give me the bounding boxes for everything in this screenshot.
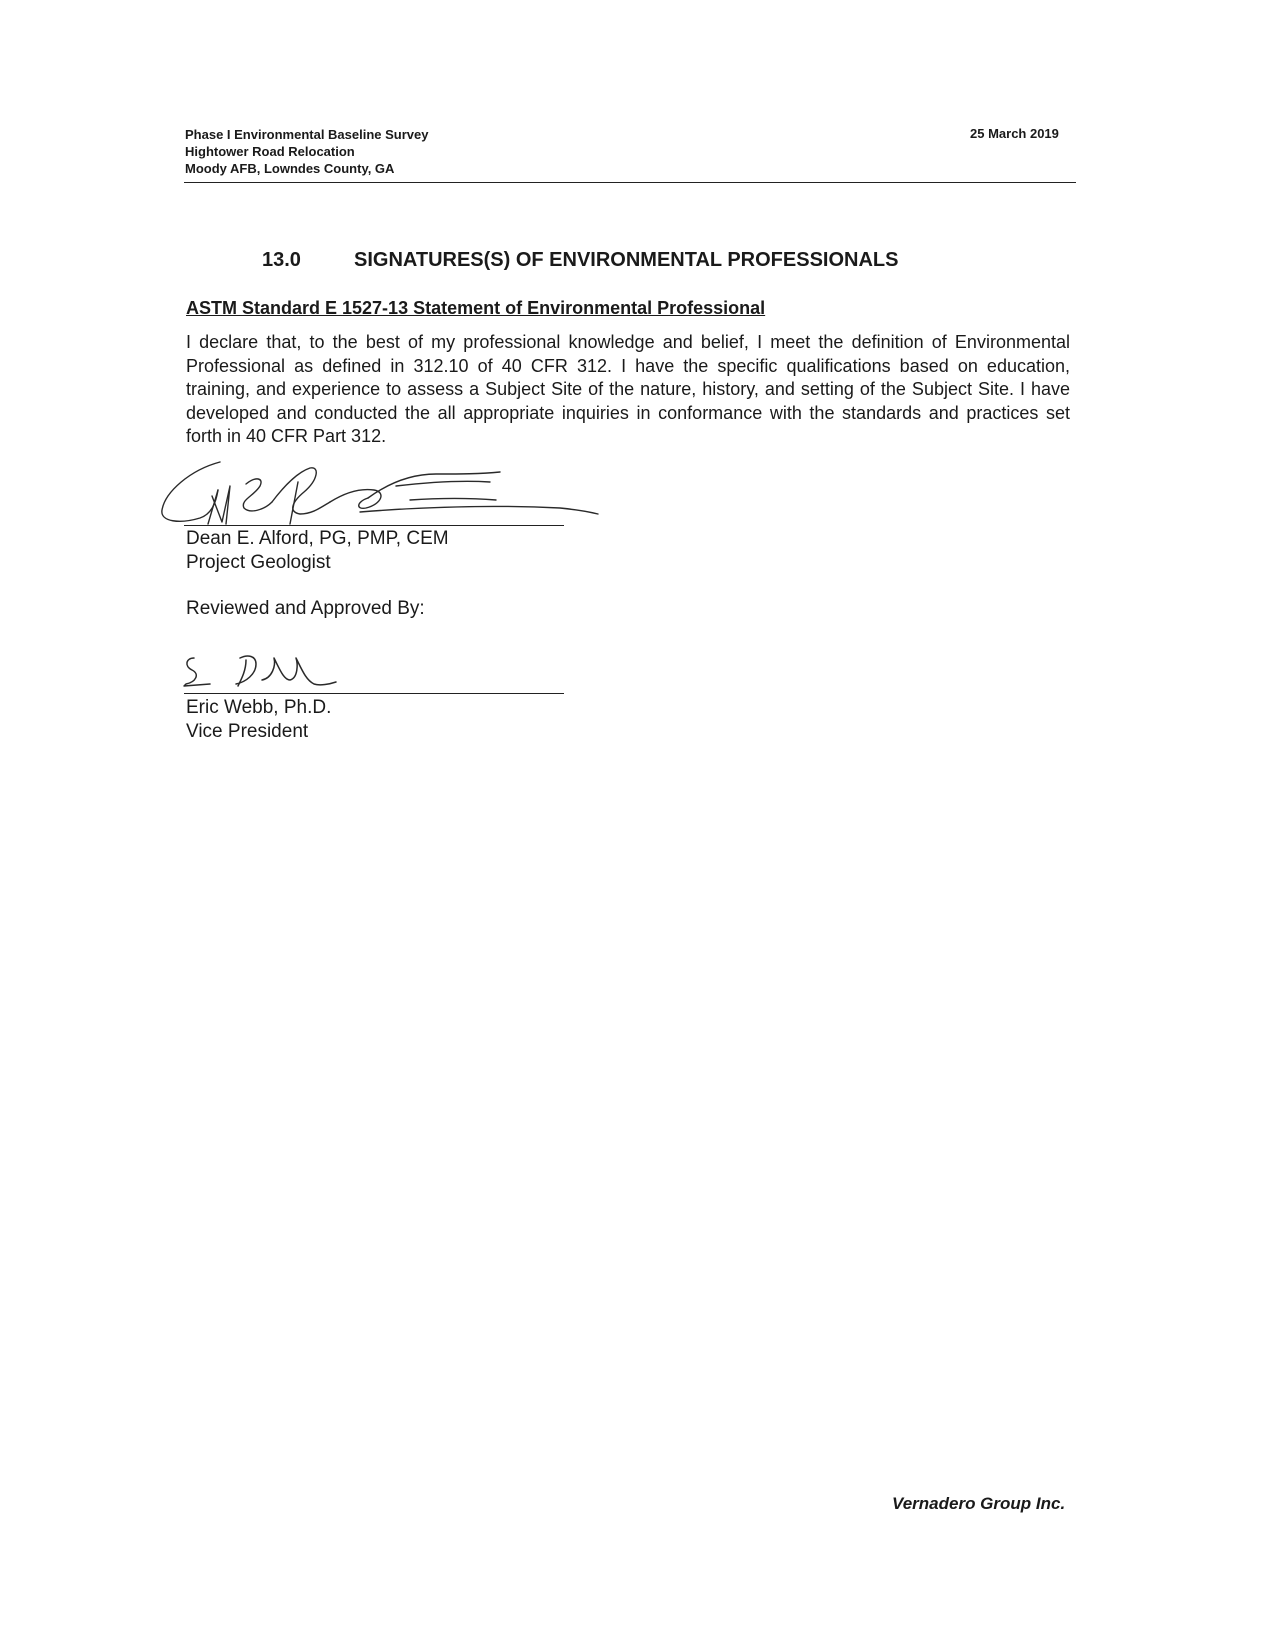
footer-company-name: Vernadero Group Inc. xyxy=(892,1494,1066,1513)
signatory-2 xyxy=(186,696,331,744)
signature-line-1 xyxy=(184,525,564,526)
statement-body: I declare that, to the best of my professional knowledge and belief, I meet the definition of Environmental Professional as defined in 312.10 of 40 CFR 312. I have the specific qualifications based on education, training, and experience to assess a Subject Site of the nature, history, and setting of the Subject Site. I have developed and conducted the all appropriate inquiries in conformance with the standards and practices set forth in 40 CFR Part 312. xyxy=(186,332,1070,447)
document-header xyxy=(185,126,429,177)
reviewed-approved-label: Reviewed and Approved By: xyxy=(186,598,425,619)
header-date: 25 March 2019 xyxy=(970,126,1059,141)
header-report-title: Phase I Environmental Baseline Survey xyxy=(185,127,429,142)
header-project-name: Hightower Road Relocation xyxy=(185,144,355,159)
statement-heading: ASTM Standard E 1527-13 Statement of Environmental Professional xyxy=(186,298,766,318)
signature-eric-webb xyxy=(180,640,380,700)
signatory-1-title: Project Geologist xyxy=(186,552,331,573)
section-title: SIGNATURES(S) OF ENVIRONMENTAL PROFESSIONALS xyxy=(354,249,899,271)
signatory-1 xyxy=(186,527,449,575)
section-heading xyxy=(262,249,898,272)
header-divider xyxy=(184,182,1076,183)
signatory-2-title: Vice President xyxy=(186,721,309,742)
signatory-2-name: Eric Webb, Ph.D. xyxy=(186,697,332,718)
section-number: 13.0 xyxy=(262,249,301,271)
signatory-1-name: Dean E. Alford, PG, PMP, CEM xyxy=(186,528,449,549)
signature-line-2 xyxy=(184,693,564,694)
header-location: Moody AFB, Lowndes County, GA xyxy=(185,161,395,176)
signature-dean-alford xyxy=(160,452,600,532)
